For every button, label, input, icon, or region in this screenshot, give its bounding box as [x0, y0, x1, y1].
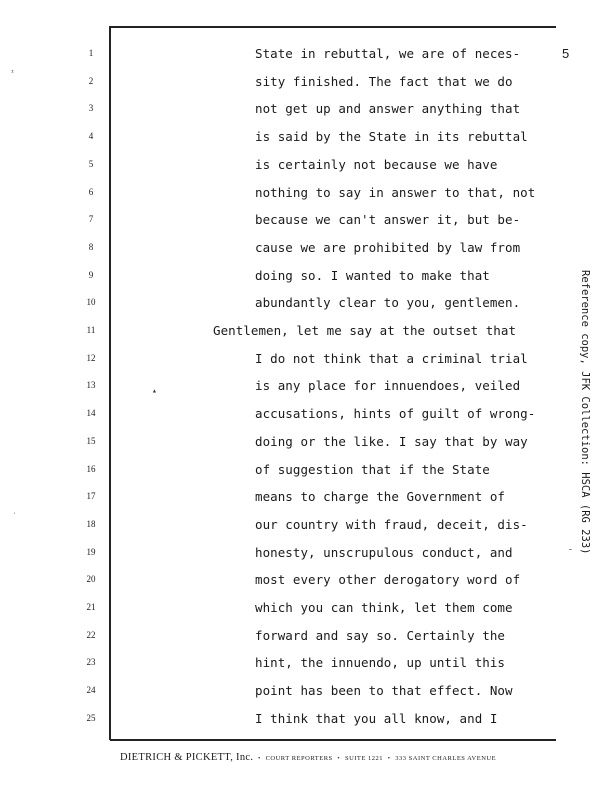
scan-speck: ˜	[568, 548, 573, 557]
transcript-line: means to charge the Government of	[255, 489, 505, 505]
transcript-line: of suggestion that if the State	[255, 461, 490, 477]
footer-firm: DIETRICH & PICKETT, Inc.	[120, 752, 254, 763]
line-number: 20	[86, 574, 96, 585]
line-number: 15	[86, 435, 96, 446]
transcript-line: nothing to say in answer to that, not	[255, 184, 536, 200]
line-number: 1	[88, 48, 94, 58]
transcript-line: most every other derogatory word of	[255, 572, 521, 588]
line-number: 13	[86, 380, 96, 391]
reference-side-note: Reference copy, JFK Collection: HSCA (RG 233)	[579, 270, 591, 555]
line-number: 25	[86, 712, 96, 723]
transcript-line: which you can think, let them come	[255, 600, 513, 615]
footer-service: COURT REPORTERS	[265, 755, 333, 762]
transcript-line: Gentlemen, let me say at the outset that	[213, 323, 517, 338]
line-number: 17	[86, 491, 96, 502]
line-number: 6	[88, 186, 94, 197]
transcript-line: is any place for innuendoes, veiled	[255, 378, 521, 394]
transcript-line: accusations, hints of guilt of wrong-	[255, 406, 536, 422]
transcript-line: forward and say so. Certainly the	[255, 627, 505, 643]
line-number: 19	[86, 546, 96, 557]
line-number: 8	[88, 241, 94, 252]
transcript-line: doing so. I wanted to make that	[255, 267, 490, 283]
page-footer	[120, 752, 496, 763]
transcript-frame-top	[110, 26, 556, 28]
transcript-line: sity finished. The fact that we do	[255, 73, 513, 89]
transcript-line: doing or the like. I say that by way	[255, 433, 528, 449]
transcript-line: point has been to that effect. Now	[255, 683, 513, 699]
footer-separator: •	[387, 755, 391, 762]
line-number: 2	[88, 75, 94, 86]
line-number: 4	[88, 131, 94, 142]
footer-suite: SUITE 1221	[344, 755, 383, 762]
transcript-frame-left	[109, 26, 111, 740]
footer-separator: •	[258, 755, 261, 762]
transcript-line: honesty, unscrupulous conduct, and	[255, 544, 513, 560]
transcript-line: hint, the innuendo, up until this	[255, 655, 505, 671]
transcript-line: our country with fraud, deceit, dis-	[255, 516, 528, 532]
line-number: 24	[86, 685, 96, 696]
line-number: 12	[86, 352, 96, 363]
transcript-line: not get up and answer anything that	[255, 101, 521, 117]
transcript-line: is certainly not because we have	[255, 156, 498, 172]
transcript-line: abundantly clear to you, gentlemen.	[255, 295, 521, 311]
line-number: 7	[88, 214, 94, 225]
line-number: 18	[86, 518, 96, 529]
line-number: 3	[88, 103, 94, 114]
line-number: 14	[86, 408, 96, 419]
scan-speck: ▴	[152, 386, 157, 395]
transcript-line: because we can't answer it, but be-	[255, 212, 521, 228]
transcript-line: State in rebuttal, we are of neces-	[255, 46, 521, 61]
footer-address: 333 SAINT CHARLES AVENUE	[395, 755, 497, 762]
line-number: 11	[86, 325, 96, 335]
transcript-line: cause we are prohibited by law from	[255, 239, 521, 255]
scan-speck: ᶦ	[10, 68, 15, 77]
line-number: 23	[86, 657, 96, 668]
transcript-line: is said by the State in its rebuttal	[255, 129, 528, 145]
line-number: 16	[86, 463, 96, 474]
line-number: 5	[88, 158, 94, 169]
line-number: 10	[86, 297, 96, 308]
transcript-frame-bottom	[110, 739, 556, 741]
footer-separator: •	[337, 755, 341, 762]
line-number: 21	[86, 602, 96, 612]
line-number: 9	[88, 269, 94, 280]
scan-speck: ˙	[12, 512, 17, 521]
page-number: 5	[562, 46, 570, 61]
transcript-line: I think that you all know, and I	[255, 710, 498, 726]
transcript-line: I do not think that a criminal trial	[255, 350, 528, 366]
line-number: 22	[86, 629, 96, 640]
